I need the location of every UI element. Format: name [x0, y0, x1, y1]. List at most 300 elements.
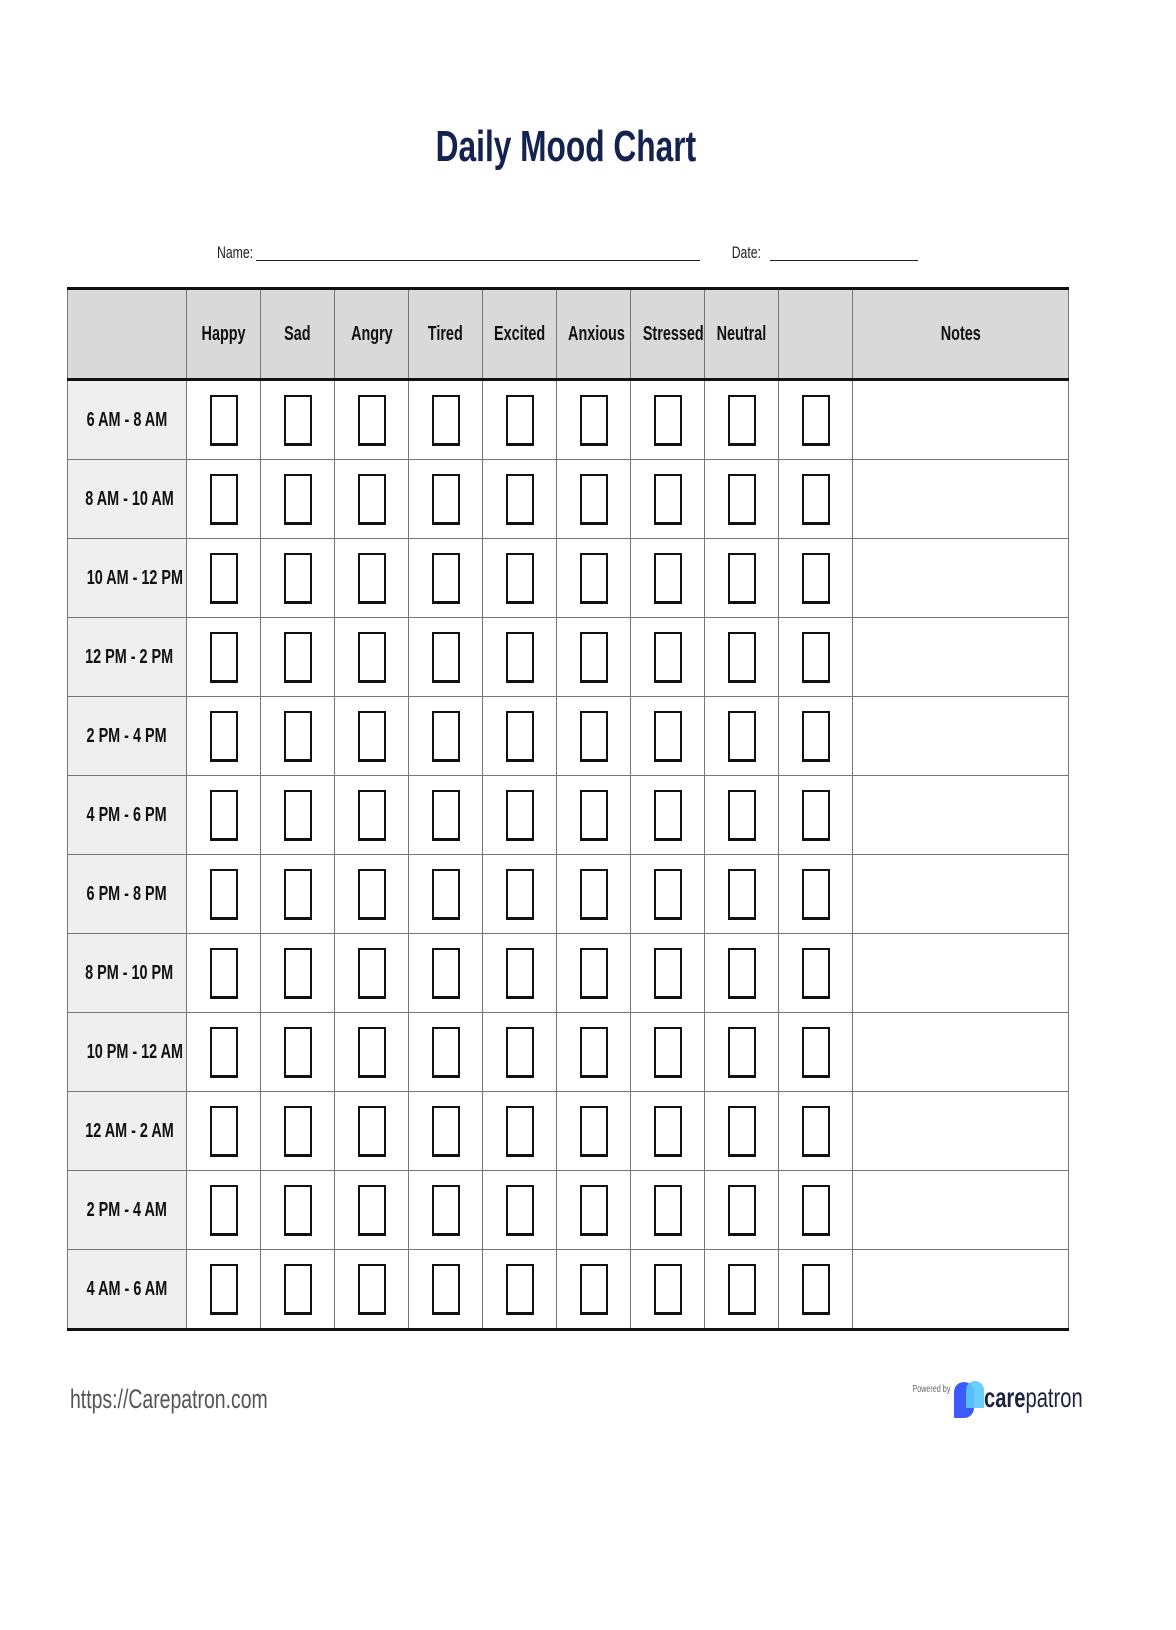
notes-cell[interactable] [853, 1171, 1069, 1250]
mood-checkbox[interactable] [432, 1264, 460, 1315]
mood-cell [705, 539, 779, 618]
mood-checkbox[interactable] [432, 869, 460, 920]
mood-checkbox[interactable] [358, 790, 386, 841]
mood-cell [631, 618, 705, 697]
mood-cell [187, 855, 261, 934]
mood-cell [335, 934, 409, 1013]
mood-cell [335, 380, 409, 460]
mood-checkbox[interactable] [284, 948, 312, 999]
column-header [779, 289, 853, 380]
mood-cell [261, 697, 335, 776]
mood-cell [335, 1171, 409, 1250]
mood-checkbox[interactable] [358, 948, 386, 999]
mood-checkbox[interactable] [284, 790, 312, 841]
mood-checkbox[interactable] [358, 1264, 386, 1315]
mood-cell [187, 776, 261, 855]
mood-cell [557, 618, 631, 697]
name-label-text: Name: [217, 243, 254, 262]
mood-checkbox[interactable] [432, 1185, 460, 1236]
brand-rest: patron [1025, 1382, 1083, 1413]
mood-cell [261, 776, 335, 855]
time-slot-label: 12 PM - 2 PM [85, 645, 174, 668]
mood-checkbox[interactable] [802, 790, 830, 841]
mood-checkbox[interactable] [432, 632, 460, 683]
column-header [335, 289, 409, 380]
mood-cell [483, 460, 557, 539]
column-header [409, 289, 483, 380]
date-label [726, 243, 767, 263]
mood-cell [631, 460, 705, 539]
mood-cell [483, 776, 557, 855]
mood-cell [557, 776, 631, 855]
mood-checkbox[interactable] [580, 790, 608, 841]
mood-cell [261, 539, 335, 618]
time-slot-label: 2 PM - 4 PM [86, 724, 168, 747]
mood-checkbox[interactable] [728, 1185, 756, 1236]
mood-cell [705, 855, 779, 934]
column-header [705, 289, 779, 380]
mood-checkbox[interactable] [580, 1027, 608, 1078]
column-header-label: Notes [940, 322, 981, 345]
mood-checkbox[interactable] [654, 474, 682, 525]
mood-checkbox[interactable] [802, 948, 830, 999]
time-slot [68, 380, 187, 460]
mood-cell [335, 776, 409, 855]
column-header [261, 289, 335, 380]
mood-cell [557, 855, 631, 934]
column-header [853, 289, 1069, 380]
mood-cell [779, 1092, 853, 1171]
mood-cell [261, 1171, 335, 1250]
mood-cell [261, 460, 335, 539]
brand-bold: care [984, 1382, 1026, 1413]
mood-cell [409, 539, 483, 618]
name-label [210, 243, 260, 263]
mood-checkbox[interactable] [284, 474, 312, 525]
mood-checkbox[interactable] [284, 395, 312, 446]
mood-checkbox[interactable] [506, 1106, 534, 1157]
mood-checkbox[interactable] [728, 632, 756, 683]
mood-cell [483, 1013, 557, 1092]
mood-cell [557, 1250, 631, 1330]
time-slot [68, 539, 187, 618]
mood-checkbox[interactable] [284, 711, 312, 762]
mood-cell [631, 934, 705, 1013]
mood-checkbox[interactable] [580, 711, 608, 762]
mood-checkbox[interactable] [432, 1027, 460, 1078]
mood-checkbox[interactable] [580, 474, 608, 525]
mood-checkbox[interactable] [358, 632, 386, 683]
mood-cell [409, 697, 483, 776]
mood-checkbox[interactable] [506, 474, 534, 525]
column-header-label: Tired [428, 322, 463, 345]
time-slot [68, 697, 187, 776]
mood-cell [705, 1013, 779, 1092]
mood-cell [335, 618, 409, 697]
mood-cell [409, 1092, 483, 1171]
notes-cell[interactable] [853, 1250, 1069, 1330]
mood-cell [631, 1171, 705, 1250]
table-row [68, 539, 1069, 618]
mood-checkbox[interactable] [654, 395, 682, 446]
mood-cell [631, 776, 705, 855]
column-header-label: Anxious [568, 322, 625, 345]
mood-cell [483, 1171, 557, 1250]
carepatron-logo-icon [952, 1378, 986, 1420]
time-slot [68, 1092, 187, 1171]
mood-checkbox[interactable] [432, 948, 460, 999]
column-header [557, 289, 631, 380]
mood-checkbox[interactable] [506, 632, 534, 683]
mood-cell [261, 1092, 335, 1171]
mood-cell [409, 618, 483, 697]
mood-checkbox[interactable] [580, 553, 608, 604]
time-slot-label: 4 AM - 6 AM [86, 1277, 168, 1300]
mood-checkbox[interactable] [506, 948, 534, 999]
notes-cell[interactable] [853, 855, 1069, 934]
mood-checkbox[interactable] [654, 711, 682, 762]
notes-cell[interactable] [853, 1092, 1069, 1171]
mood-cell [779, 1250, 853, 1330]
mood-cell [631, 1092, 705, 1171]
table-row [68, 776, 1069, 855]
column-header-label: Stressed [642, 322, 704, 345]
mood-checkbox[interactable] [358, 1106, 386, 1157]
mood-checkbox[interactable] [580, 948, 608, 999]
mood-cell [187, 460, 261, 539]
mood-checkbox[interactable] [728, 474, 756, 525]
mood-cell [557, 460, 631, 539]
mood-cell [483, 1250, 557, 1330]
header-row [68, 289, 1069, 380]
table-row [68, 460, 1069, 539]
mood-cell [187, 539, 261, 618]
mood-checkbox[interactable] [802, 632, 830, 683]
mood-cell [187, 697, 261, 776]
website-link-text[interactable]: https://Carepatron.com [70, 1384, 268, 1414]
mood-cell [705, 934, 779, 1013]
mood-cell [483, 380, 557, 460]
mood-checkbox[interactable] [728, 948, 756, 999]
title-text: Daily Mood Chart [435, 122, 697, 171]
mood-cell [335, 1013, 409, 1092]
mood-checkbox[interactable] [284, 1264, 312, 1315]
mood-cell [335, 539, 409, 618]
mood-cell [409, 1250, 483, 1330]
table-row [68, 1013, 1069, 1092]
mood-cell [705, 380, 779, 460]
mood-checkbox[interactable] [210, 869, 238, 920]
column-header [68, 289, 187, 380]
mood-cell [705, 697, 779, 776]
time-slot [68, 460, 187, 539]
mood-checkbox[interactable] [654, 1027, 682, 1078]
mood-checkbox[interactable] [358, 474, 386, 525]
mood-cell [631, 1013, 705, 1092]
mood-cell [631, 1250, 705, 1330]
mood-cell [335, 460, 409, 539]
mood-checkbox[interactable] [802, 1264, 830, 1315]
mood-cell [261, 855, 335, 934]
notes-cell[interactable] [853, 539, 1069, 618]
mood-checkbox[interactable] [654, 1106, 682, 1157]
mood-checkbox[interactable] [802, 553, 830, 604]
website-link[interactable] [70, 1384, 345, 1415]
notes-cell[interactable] [853, 380, 1069, 460]
mood-checkbox[interactable] [506, 395, 534, 446]
time-slot [68, 1013, 187, 1092]
mood-checkbox[interactable] [728, 711, 756, 762]
mood-checkbox[interactable] [210, 1027, 238, 1078]
mood-cell [335, 697, 409, 776]
mood-checkbox[interactable] [728, 790, 756, 841]
mood-cell [409, 460, 483, 539]
mood-cell [483, 1092, 557, 1171]
mood-cell [409, 776, 483, 855]
mood-checkbox[interactable] [210, 790, 238, 841]
table-row [68, 697, 1069, 776]
mood-checkbox[interactable] [580, 1264, 608, 1315]
carepatron-brand [984, 1382, 1121, 1414]
mood-checkbox[interactable] [210, 1264, 238, 1315]
date-field[interactable] [770, 260, 918, 261]
mood-cell [187, 1171, 261, 1250]
mood-cell [483, 855, 557, 934]
mood-checkbox[interactable] [284, 1027, 312, 1078]
notes-cell[interactable] [853, 1013, 1069, 1092]
mood-cell [261, 934, 335, 1013]
mood-checkbox[interactable] [506, 1185, 534, 1236]
mood-checkbox[interactable] [506, 711, 534, 762]
mood-checkbox[interactable] [654, 1185, 682, 1236]
mood-checkbox[interactable] [802, 1185, 830, 1236]
mood-checkbox[interactable] [284, 632, 312, 683]
mood-checkbox[interactable] [802, 1027, 830, 1078]
mood-cell [261, 1250, 335, 1330]
mood-checkbox[interactable] [210, 474, 238, 525]
column-header-label: Sad [284, 322, 311, 345]
mood-cell [557, 1092, 631, 1171]
notes-cell[interactable] [853, 697, 1069, 776]
table-row [68, 1092, 1069, 1171]
time-slot-label: 4 PM - 6 PM [86, 803, 168, 826]
mood-checkbox[interactable] [358, 711, 386, 762]
mood-checkbox[interactable] [358, 1027, 386, 1078]
mood-cell [779, 934, 853, 1013]
notes-cell[interactable] [853, 776, 1069, 855]
mood-table [67, 287, 1069, 1331]
mood-cell [409, 1171, 483, 1250]
column-header [187, 289, 261, 380]
time-slot-label: 10 AM - 12 PM [86, 566, 184, 589]
mood-checkbox[interactable] [654, 948, 682, 999]
mood-checkbox[interactable] [654, 632, 682, 683]
mood-cell [557, 697, 631, 776]
mood-checkbox[interactable] [654, 553, 682, 604]
mood-cell [557, 380, 631, 460]
mood-checkbox[interactable] [284, 553, 312, 604]
mood-checkbox[interactable] [728, 553, 756, 604]
table-row [68, 618, 1069, 697]
mood-checkbox[interactable] [432, 553, 460, 604]
time-slot [68, 618, 187, 697]
mood-checkbox[interactable] [358, 869, 386, 920]
time-slot [68, 776, 187, 855]
mood-cell [187, 380, 261, 460]
mood-cell [409, 380, 483, 460]
mood-cell [261, 618, 335, 697]
mood-checkbox[interactable] [284, 1185, 312, 1236]
mood-checkbox[interactable] [210, 553, 238, 604]
powered-by-text: Powered by [912, 1384, 951, 1395]
mood-cell [557, 1013, 631, 1092]
page-title [0, 122, 1132, 172]
mood-cell [483, 539, 557, 618]
mood-checkbox[interactable] [580, 632, 608, 683]
mood-checkbox[interactable] [506, 553, 534, 604]
time-slot [68, 934, 187, 1013]
mood-cell [705, 618, 779, 697]
mood-cell [705, 1171, 779, 1250]
mood-cell [557, 539, 631, 618]
mood-checkbox[interactable] [506, 790, 534, 841]
mood-cell [779, 1171, 853, 1250]
mood-cell [779, 380, 853, 460]
mood-checkbox[interactable] [728, 869, 756, 920]
mood-cell [187, 618, 261, 697]
mood-checkbox[interactable] [802, 474, 830, 525]
notes-cell[interactable] [853, 460, 1069, 539]
table-row [68, 855, 1069, 934]
mood-checkbox[interactable] [358, 395, 386, 446]
time-slot [68, 1171, 187, 1250]
mood-checkbox[interactable] [802, 711, 830, 762]
mood-checkbox[interactable] [580, 869, 608, 920]
time-slot-label: 12 AM - 2 AM [85, 1119, 174, 1142]
mood-checkbox[interactable] [210, 711, 238, 762]
mood-checkbox[interactable] [506, 869, 534, 920]
time-slot-label: 8 AM - 10 AM [85, 487, 174, 510]
mood-checkbox[interactable] [210, 395, 238, 446]
mood-cell [557, 934, 631, 1013]
mood-cell [187, 934, 261, 1013]
mood-cell [779, 539, 853, 618]
mood-cell [779, 697, 853, 776]
mood-checkbox[interactable] [654, 869, 682, 920]
mood-cell [631, 380, 705, 460]
time-slot-label: 6 AM - 8 AM [86, 408, 168, 431]
mood-checkbox[interactable] [210, 1185, 238, 1236]
column-header [483, 289, 557, 380]
column-header-label: Neutral [716, 322, 767, 345]
mood-checkbox[interactable] [654, 1264, 682, 1315]
mood-cell [409, 934, 483, 1013]
mood-checkbox[interactable] [580, 1185, 608, 1236]
mood-cell [705, 1250, 779, 1330]
time-slot-label: 6 PM - 8 PM [86, 882, 168, 905]
time-slot-label: 8 PM - 10 PM [85, 961, 174, 984]
mood-checkbox[interactable] [728, 1027, 756, 1078]
mood-checkbox[interactable] [210, 948, 238, 999]
notes-cell[interactable] [853, 934, 1069, 1013]
mood-cell [779, 618, 853, 697]
mood-cell [779, 776, 853, 855]
mood-cell [779, 855, 853, 934]
mood-checkbox[interactable] [432, 395, 460, 446]
mood-checkbox[interactable] [358, 1185, 386, 1236]
mood-cell [261, 1013, 335, 1092]
mood-cell [187, 1250, 261, 1330]
mood-cell [779, 460, 853, 539]
mood-cell [483, 618, 557, 697]
time-slot-label: 2 PM - 4 AM [86, 1198, 168, 1221]
mood-checkbox[interactable] [432, 790, 460, 841]
mood-cell [631, 697, 705, 776]
mood-checkbox[interactable] [802, 869, 830, 920]
date-label-text: Date: [731, 243, 761, 262]
mood-cell [631, 539, 705, 618]
mood-cell [409, 855, 483, 934]
mood-cell [335, 1092, 409, 1171]
table-row [68, 1171, 1069, 1250]
mood-checkbox[interactable] [432, 711, 460, 762]
mood-checkbox[interactable] [284, 1106, 312, 1157]
mood-checkbox[interactable] [654, 790, 682, 841]
time-slot [68, 1250, 187, 1330]
table-row [68, 380, 1069, 460]
mood-checkbox[interactable] [506, 1027, 534, 1078]
mood-cell [557, 1171, 631, 1250]
column-header [631, 289, 705, 380]
mood-checkbox[interactable] [284, 869, 312, 920]
mood-checkbox[interactable] [728, 395, 756, 446]
mood-checkbox[interactable] [802, 395, 830, 446]
mood-cell [705, 1092, 779, 1171]
mood-checkbox[interactable] [506, 1264, 534, 1315]
mood-checkbox[interactable] [210, 1106, 238, 1157]
mood-cell [483, 697, 557, 776]
name-field[interactable] [256, 260, 700, 261]
mood-checkbox[interactable] [432, 1106, 460, 1157]
column-header-label: Happy [201, 322, 246, 345]
mood-cell [705, 460, 779, 539]
time-slot-label: 10 PM - 12 AM [86, 1040, 184, 1063]
notes-cell[interactable] [853, 618, 1069, 697]
mood-cell [187, 1092, 261, 1171]
mood-checkbox[interactable] [802, 1106, 830, 1157]
mood-cell [409, 1013, 483, 1092]
mood-checkbox[interactable] [210, 632, 238, 683]
mood-cell [483, 934, 557, 1013]
mood-checkbox[interactable] [728, 1106, 756, 1157]
table-row [68, 934, 1069, 1013]
mood-cell [779, 1013, 853, 1092]
mood-checkbox[interactable] [432, 474, 460, 525]
time-slot [68, 855, 187, 934]
mood-checkbox[interactable] [358, 553, 386, 604]
mood-cell [187, 1013, 261, 1092]
column-header-label: Angry [350, 322, 393, 345]
mood-checkbox[interactable] [580, 395, 608, 446]
mood-cell [261, 380, 335, 460]
powered-by-label [905, 1384, 958, 1395]
mood-cell [335, 855, 409, 934]
mood-cell [631, 855, 705, 934]
table-row [68, 1250, 1069, 1330]
mood-checkbox[interactable] [728, 1264, 756, 1315]
column-header-label: Excited [493, 322, 546, 345]
mood-checkbox[interactable] [580, 1106, 608, 1157]
